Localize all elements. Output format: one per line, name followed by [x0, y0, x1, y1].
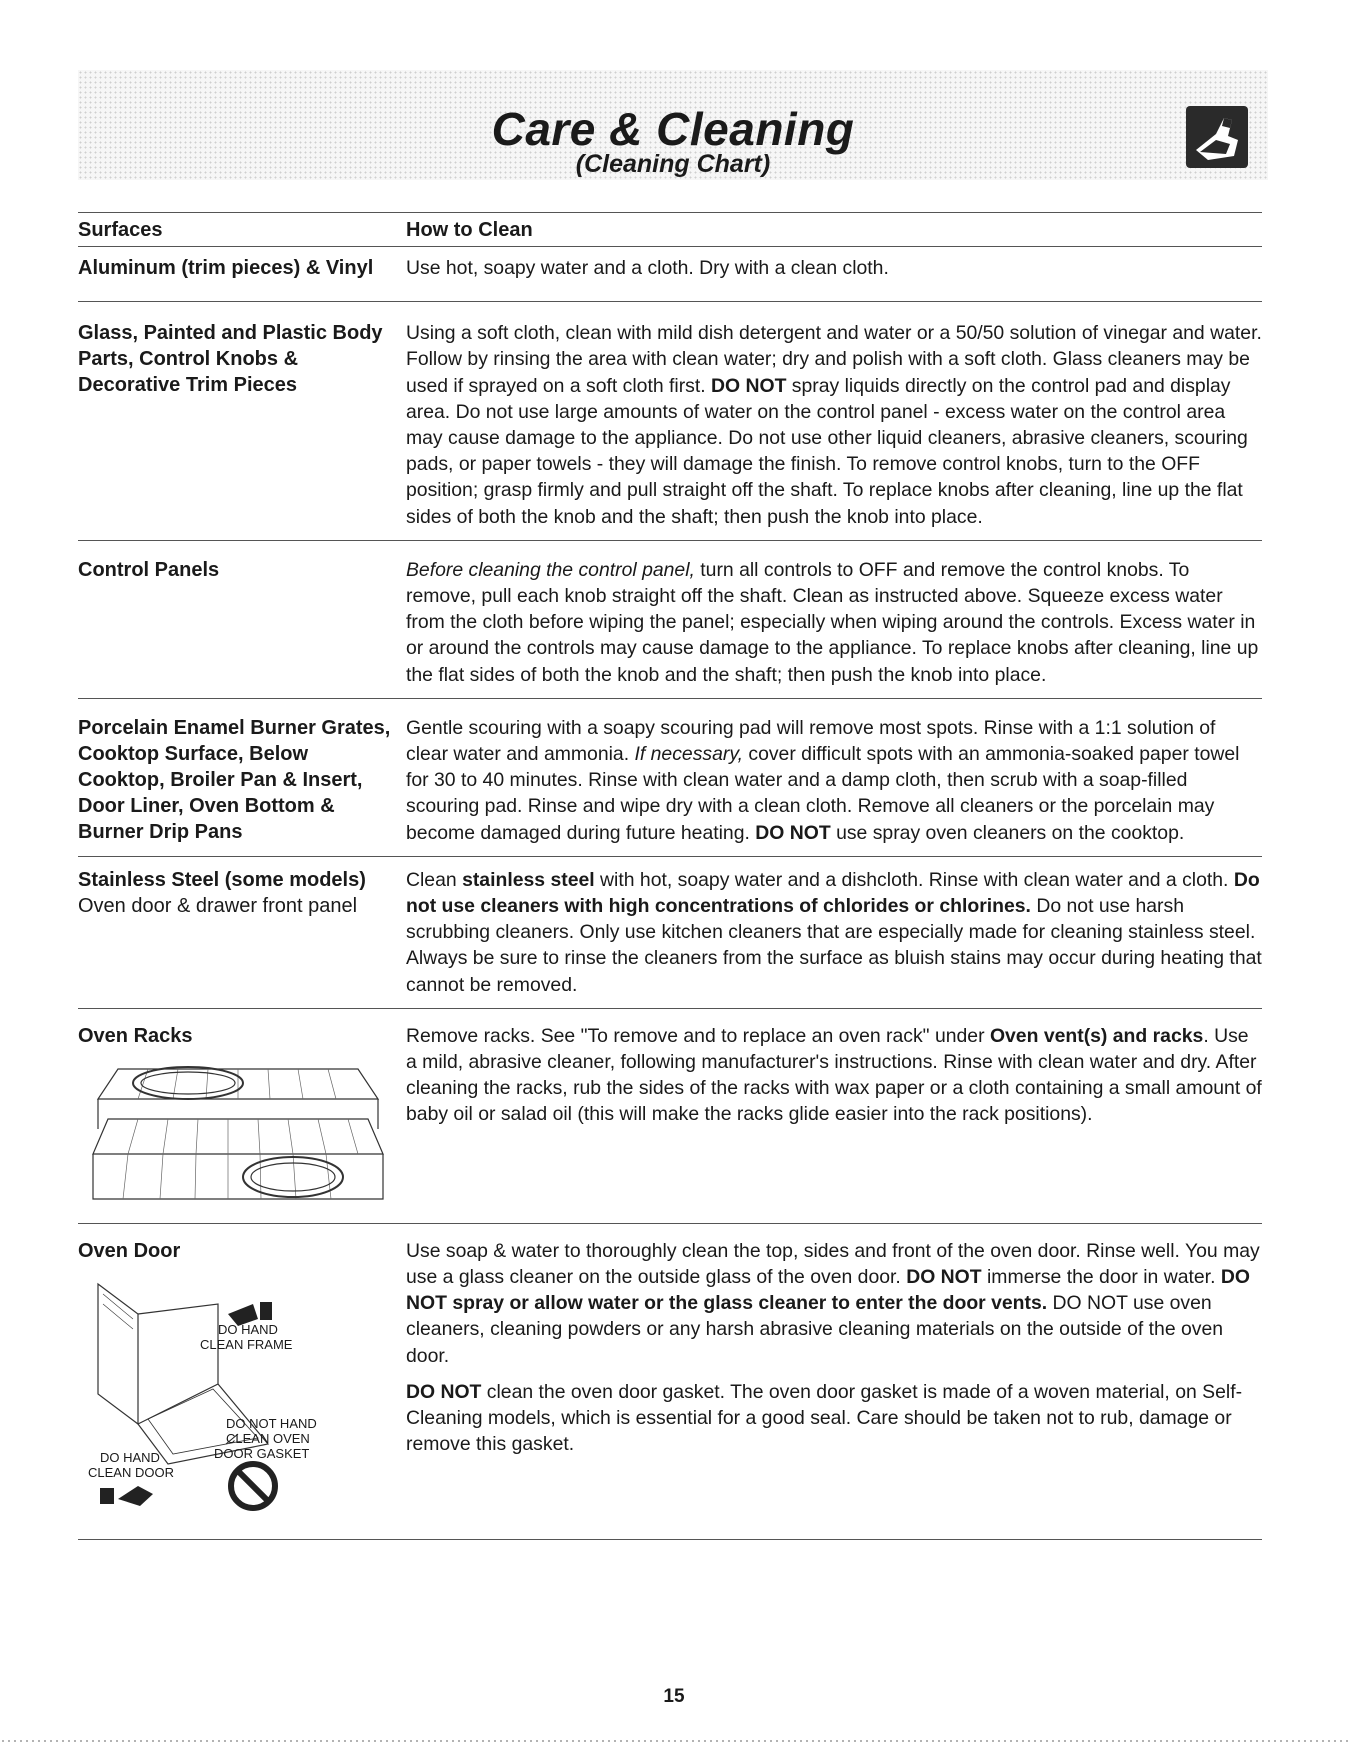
surface-aluminum: Aluminum (trim pieces) & Vinyl	[78, 257, 374, 279]
how-to-clean-text-gasket: DO NOT clean the oven door gasket. The oven door gasket is made of a woven material, on Self-Cleaning models, which is essential for a good seal. Care should be taken not to rub, damage or remove this gasket.	[406, 1380, 1243, 1456]
oven-racks-illustration	[78, 1059, 396, 1209]
how-to-clean-text: Use soap & water to thoroughly clean the top, sides and front of the oven door. Rinse well. You may use a glass cleaner on the outside glass of the oven door. DO NOT immerse the door in water. DO NOT spray or allow water or the glass cleaner to enter the door vents. DO NOT use oven cleaners, cleaning powders or any harsh abrasive cleaning materials on the outside of the oven door.	[406, 1239, 1260, 1367]
surface-oven-door: Oven Door	[78, 1239, 181, 1262]
bottom-dotted-border	[0, 1738, 1348, 1744]
table-row	[78, 857, 1262, 1009]
page-subtitle: (Cleaning Chart)	[575, 150, 771, 178]
cleaning-hand-icon	[1186, 106, 1248, 168]
table-row	[78, 1224, 1262, 1540]
page-number: 15	[663, 1686, 685, 1707]
how-to-clean-text: Clean stainless steel with hot, soapy water and a dishcloth. Rinse with clean water and a cloth. Do not use cleaners with high concentrations of chlorides or chlorines. Do not use harsh scrubbing cleaners. Only use kitchen cleaners that are especially made for cleaning stainless steel. Always be sure to rinse the cleaners from the surface as bluish stains may occur during heating that cannot be removed.	[406, 868, 1262, 996]
how-to-clean-text: Remove racks. See "To remove and to replace an oven rack" under Oven vent(s) and racks. Use a mild, abrasive cleaner, following manufacturer's instructions. Rinse with clean water and dry. After cleaning the racks, rub the sides of the racks with wax paper or a cloth containing a small amount of baby oil or salad oil (this will make the racks glide easier into the rack positions).	[406, 1024, 1262, 1126]
oven-door-illustration	[78, 1274, 396, 1519]
table-row	[78, 699, 1262, 857]
cleaning-chart	[78, 212, 1262, 1540]
how-to-clean-text: Use hot, soapy water and a cloth. Dry with a clean cloth.	[406, 257, 889, 279]
surface-glass-painted-plastic: Glass, Painted and Plastic Body Parts, Control Knobs & Decorative Trim Pieces	[78, 322, 383, 397]
table-header	[78, 212, 1262, 247]
page-header	[78, 70, 1268, 180]
how-to-clean-text: Using a soft cloth, clean with mild dish detergent and water or a 50/50 solution of vinegar and water. Follow by rinsing the area with clean water; dry and polish with a soft cloth. Glass cleaners may be used if sprayed on a soft cloth first. DO NOT spray liquids directly on the control pad and display area. Do not use large amounts of water on the control panel - excess water on the control area may cause damage to the appliance. Do not use other liquid cleaners, abrasive cleaners, scouring pads, or paper towels - they will damage the finish. To remove control knobs, turn to the OFF position; grasp firmly and pull straight off the shaft. To replace knobs after cleaning, line up the flat sides of both the knob and the shaft; then push the knob into place.	[406, 322, 1262, 528]
table-row	[78, 541, 1262, 699]
label-do-hand-clean-frame: DO HAND CLEAN FRAME	[200, 1321, 293, 1352]
header-how-to-clean: How to Clean	[406, 219, 533, 241]
surface-stainless-steel: Stainless Steel (some models) Oven door & drawer front panel	[78, 868, 366, 917]
table-row	[78, 302, 1262, 541]
surface-control-panels: Control Panels	[78, 558, 220, 581]
table-row	[78, 1009, 1262, 1224]
surface-oven-racks: Oven Racks	[78, 1024, 193, 1047]
page-title: Care & Cleaning	[491, 103, 855, 155]
how-to-clean-text: Before cleaning the control panel, turn all controls to OFF and remove the control knobs. To remove, pull each knob straight off the shaft. Clean as instructed above. Squeeze excess water from the cloth before wiping the panel; especially when wiping around the controls. Excess water in or around the controls may cause damage to the appliance. To replace knobs after cleaning, line up the flat sides of both the knob and the shaft; then push the knob into place.	[406, 558, 1259, 686]
label-do-not-hand-clean-gasket: DO NOT HAND CLEAN OVEN DOOR GASKET	[214, 1415, 317, 1461]
table-row	[78, 247, 1262, 302]
label-do-hand-clean-door: DO HAND CLEAN DOOR	[88, 1449, 174, 1480]
surface-porcelain-enamel: Porcelain Enamel Burner Grates, Cooktop Surface, Below Cooktop, Broiler Pan & Insert, Door Liner, Oven Bottom & Burner Drip Pans	[78, 716, 391, 843]
how-to-clean-text: Gentle scouring with a soapy scouring pad will remove most spots. Rinse with a 1:1 solution of clear water and ammonia. If necessary, cover difficult spots with an ammonia-soaked paper towel for 30 to 40 minutes. Rinse with clean water and a damp cloth, then scrub with a soap-filled scouring pad. Rinse and wipe dry with a clean cloth. Remove all cleaners or the porcelain may become damaged during future heating. DO NOT use spray oven cleaners on the cooktop.	[406, 716, 1240, 844]
header-surfaces: Surfaces	[78, 219, 163, 241]
